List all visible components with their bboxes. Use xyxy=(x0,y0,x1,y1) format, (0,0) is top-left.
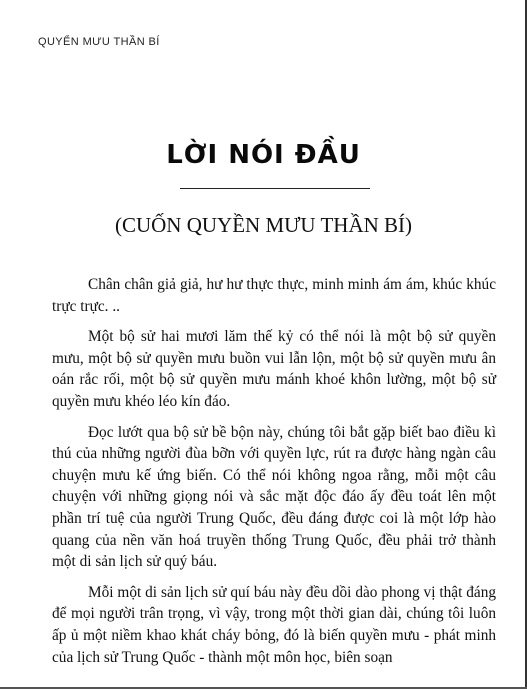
running-head: QUYỂN MƯU THẦN BÍ xyxy=(38,36,160,48)
paragraph-3: Đọc lướt qua bộ sử bề bộn này, chúng tôi bắt gặp biết bao điều kì thú của những người đùa bỡn với quyền lực, rút ra được hàng ngàn câu chuyện mưu kế ứng biến. Có thể nói không ngoa rằng, mỗi một câu chuyện với những giọng nói và sắc mặt độc đáo ấy đều toát lên một phần trí tuệ của người Trung Quốc, đều đáng được coi là một lớp hào quang của nền văn hoá truyền thống Trung Quốc, đều phải trở thành một di sản lịch sử quý báu. xyxy=(52,423,496,571)
paragraph-1: Chân chân giả giả, hư hư thực thực, minh minh ám ám, khúc khúc trực trực. .. xyxy=(52,276,496,315)
page-subtitle: (CUỐN QUYỀN MƯU THẦN BÍ) xyxy=(114,213,413,237)
paragraph-4: Mỗi một di sản lịch sử quí báu này đều dồi dào phong vị thật đáng để mọi người trân trọng, vì vậy, trong một thời gian dài, chúng tôi luôn ấp ủ một niềm khao khát cháy bỏng, đó là biến quyền mưu - phát minh của lịch sử Trung Quốc - thành một môn học, biên soạn xyxy=(52,583,496,666)
body-text xyxy=(52,274,496,677)
title-divider xyxy=(180,188,370,189)
paragraph-2: Một bộ sử hai mươi lăm thế kỷ có thể nói là một bộ sử quyền mưu, một bộ sử quyền mưu buồn vui lẫn lộn, một bộ sử quyền mưu ân oán rắc rối, một bộ sử quyền mưu mánh khoé khôn lường, một bộ sử quyền mưu khéo léo kín đáo. xyxy=(52,328,496,410)
page-title: LỜI NÓI ĐẦU xyxy=(166,140,361,170)
